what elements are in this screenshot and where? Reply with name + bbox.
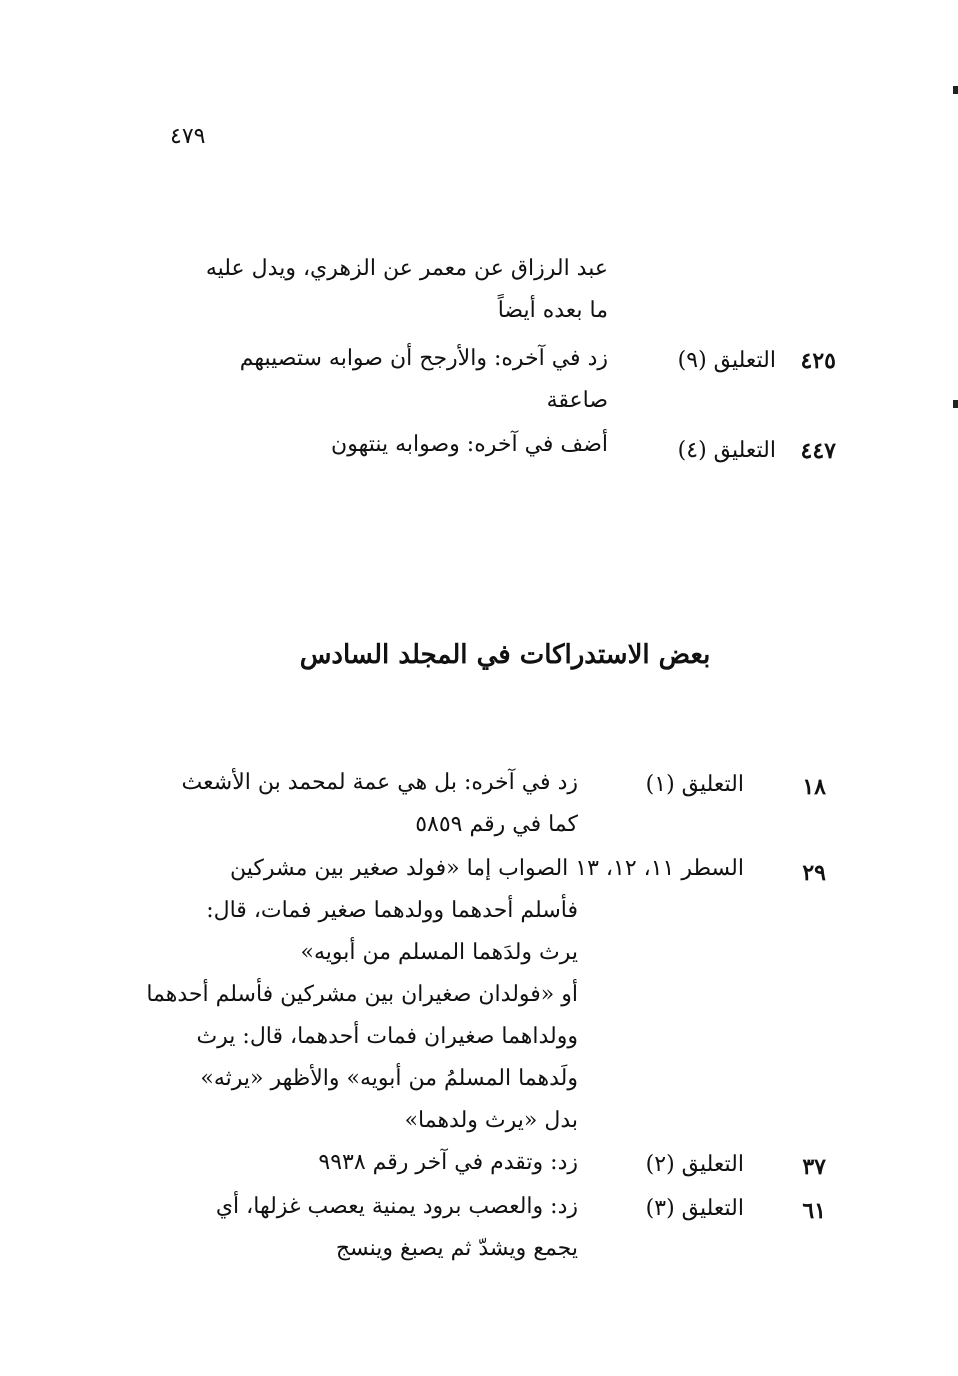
entry-line: زد في آخره: بل هي عمة لمحمد بن الأشعث	[181, 770, 578, 795]
entry-line: يجمع ويشدّ ثم يصبغ وينسج	[335, 1236, 578, 1261]
entry-number: ٤٢٥	[800, 348, 836, 374]
entry-label: التعليق (١)	[645, 772, 744, 797]
entry-text	[318, 1142, 578, 1184]
entry-line: كما في رقم ٥٨٥٩	[415, 812, 578, 837]
entry-line: زد: وتقدم في آخر رقم ٩٩٣٨	[318, 1150, 578, 1175]
entry-line: فأسلم أحدهما وولدهما صغير فمات، قال:	[206, 898, 578, 923]
entry-line: ولَدهما المسلمُ من أبويه» والأظهر «يرثه»	[200, 1066, 578, 1091]
entry-text	[240, 338, 608, 422]
continuation-line: ما بعده أيضاً	[497, 298, 608, 323]
entry-label: التعليق (٣)	[645, 1196, 744, 1221]
entry-line: أو «فولدان صغيران بين مشركين فأسلم أحدهما	[146, 982, 578, 1007]
scan-mark	[953, 400, 958, 408]
entry-line: وولداهما صغيران فمات أحدهما، قال: يرث	[196, 1024, 578, 1049]
entry-line: الصواب إما «فولد صغير بين مشركين	[230, 856, 569, 881]
continuation-text	[206, 248, 608, 332]
section-heading: بعض الاستدراكات في المجلد السادس	[299, 640, 711, 670]
entry-number: ١٨	[802, 774, 826, 800]
entry-line: زد: والعصب برود يمنية يعصب غزلها، أي	[215, 1194, 578, 1219]
entry-line: صاعقة	[546, 388, 608, 413]
entry-line: يرث ولدَهما المسلم من أبويه»	[300, 940, 578, 965]
entry-label: التعليق (٩)	[677, 348, 776, 373]
entry-label: السطر ١١، ١٢، ١٣	[575, 856, 744, 881]
page-number: ٤٧٩	[170, 124, 206, 149]
entry-text	[146, 890, 578, 1142]
entry-line: أضف في آخره: وصوابه ينتهون	[331, 432, 608, 457]
entry-text	[216, 1186, 578, 1270]
continuation-line: عبد الرزاق عن معمر عن الزهري، ويدل عليه	[205, 256, 608, 281]
scan-mark	[953, 86, 958, 94]
entry-text	[331, 424, 608, 466]
entry-text	[182, 762, 578, 846]
entry-line: زد في آخره: والأرجح أن صوابه ستصيبهم	[239, 346, 608, 371]
entry-label: التعليق (٤)	[677, 438, 776, 463]
entry-line: بدل «يرث ولدهما»	[404, 1108, 578, 1133]
entry-number: ٣٧	[802, 1154, 826, 1180]
entry-label: التعليق (٢)	[645, 1152, 744, 1177]
entry-number: ٢٩	[802, 860, 826, 886]
entry-first-line	[230, 848, 744, 890]
entry-number: ٤٤٧	[800, 438, 836, 464]
entry-number: ٦١	[802, 1198, 826, 1224]
